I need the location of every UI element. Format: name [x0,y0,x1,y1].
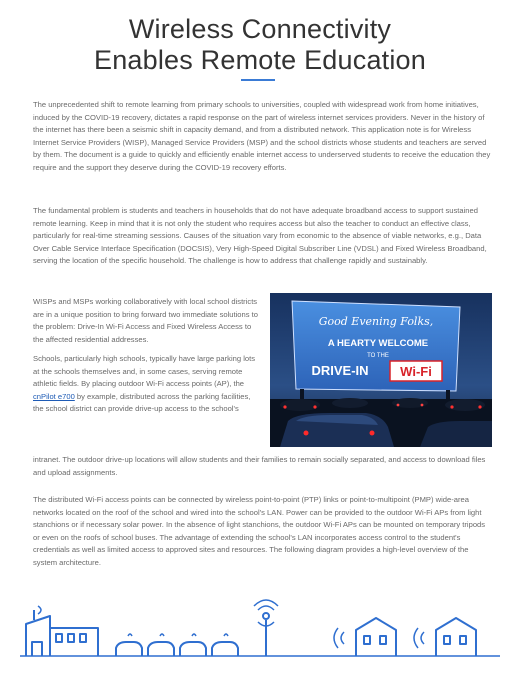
screen-text-3: TO THE [367,353,389,359]
screen-text-4: DRIVE-IN [311,363,369,378]
paragraph-solutions: WISPs and MSPs working collaboratively with local school districts are in a unique position to bring forward two immediate solutions to the problem: Drive-In Wi-Fi Access and Fixed Wireless Access to the affected residential addresses. [33,297,258,344]
paragraph-parking-continued: intranet. The outdoor drive-up locations will allow students and their families to remain socially separated, and access to download files and upload assignments. [33,455,486,477]
paragraph-parking-text-b: by example, distributed across the parking facilities, the school district can provide drive-up access to the school's [33,391,251,414]
page-title [0,14,520,76]
cnpilot-e700-link[interactable]: cnPilot e700 [33,391,75,401]
paragraph-parking-text-a: Schools, particularly high schools, typically have large parking lots at the schools themselves and, in some cases, serving remote athletic fields. By placing outdoor Wi-Fi access points (AP), the [33,354,256,389]
paragraph-intro: The unprecedented shift to remote learning from primary schools to universities, coupled with widespread work from home initiatives, induced by the COVID-19 recovery, dictates a rapid response on the part of wireless internet services providers. Never in the history of the internet has there been a seismic shift in capacity demand, and from a distributed network. This application note is for Wireless Internet Service Providers (WISP), Managed Service Providers (MSP) and the school districts whose students and teachers are served by them. The document is a guide to quickly and efficiently enable internet access to underserved students to receive the education they require and the support they deserve during the COVID-19 recovery efforts. [33,100,491,172]
drive-in-photo [270,293,492,447]
screen-wifi-sign: Wi-Fi [400,364,432,379]
house-wifi-icon [334,618,476,656]
title-underline [241,79,275,81]
paragraph-architecture: The distributed Wi-Fi access points can be connected by wireless point-to-point (PTP) links or point-to-multipoint (PMP) wide-area networks located on the roof of the school and wired into the school's LAN. Power can be provided to the outdoor Wi-Fi APs from light stanchions or if necessary solar power. In the absence of light stanchions, the outdoor Wi-Fi APs can be mounted on temporary tripods or even on the roofs of school buses. The advantage of extending the school's LAN incorporates access control to the student's credentials as well as limited access to approved sites and resources. The following diagram provides a high-level overview of the system architecture. [33,495,486,567]
screen-text-2: A HEARTY WELCOME [327,338,429,349]
screen-text-1: Good Evening Folks, [318,315,434,328]
paragraph-parking [33,353,261,416]
title-line-1: Wireless Connectivity [128,14,392,44]
title-line-2: Enables Remote Education [93,45,426,75]
school-building-icon [26,606,98,656]
car-icon [116,634,238,656]
architecture-diagram [20,596,500,668]
paragraph-problem: The fundamental problem is students and teachers in households that do not have adequate broadband access to support sustained remote learning. Keep in mind that it is not only the student who requires access but also the teacher to conduct an effective class, particularly for real-time streaming sessions. Causes of the situation vary from economic to the absence of viable networks, e.g., Data Over Cable Service Interface Specification (DOCSIS), Very High-Speed Digital Subscriber Line (VDSL) and Fixed Wireless Broadband, serving the location of the specific household. The challenge is how to address that challenge rapidly and sustainably. [33,206,487,266]
wifi-tower-icon [254,600,278,656]
